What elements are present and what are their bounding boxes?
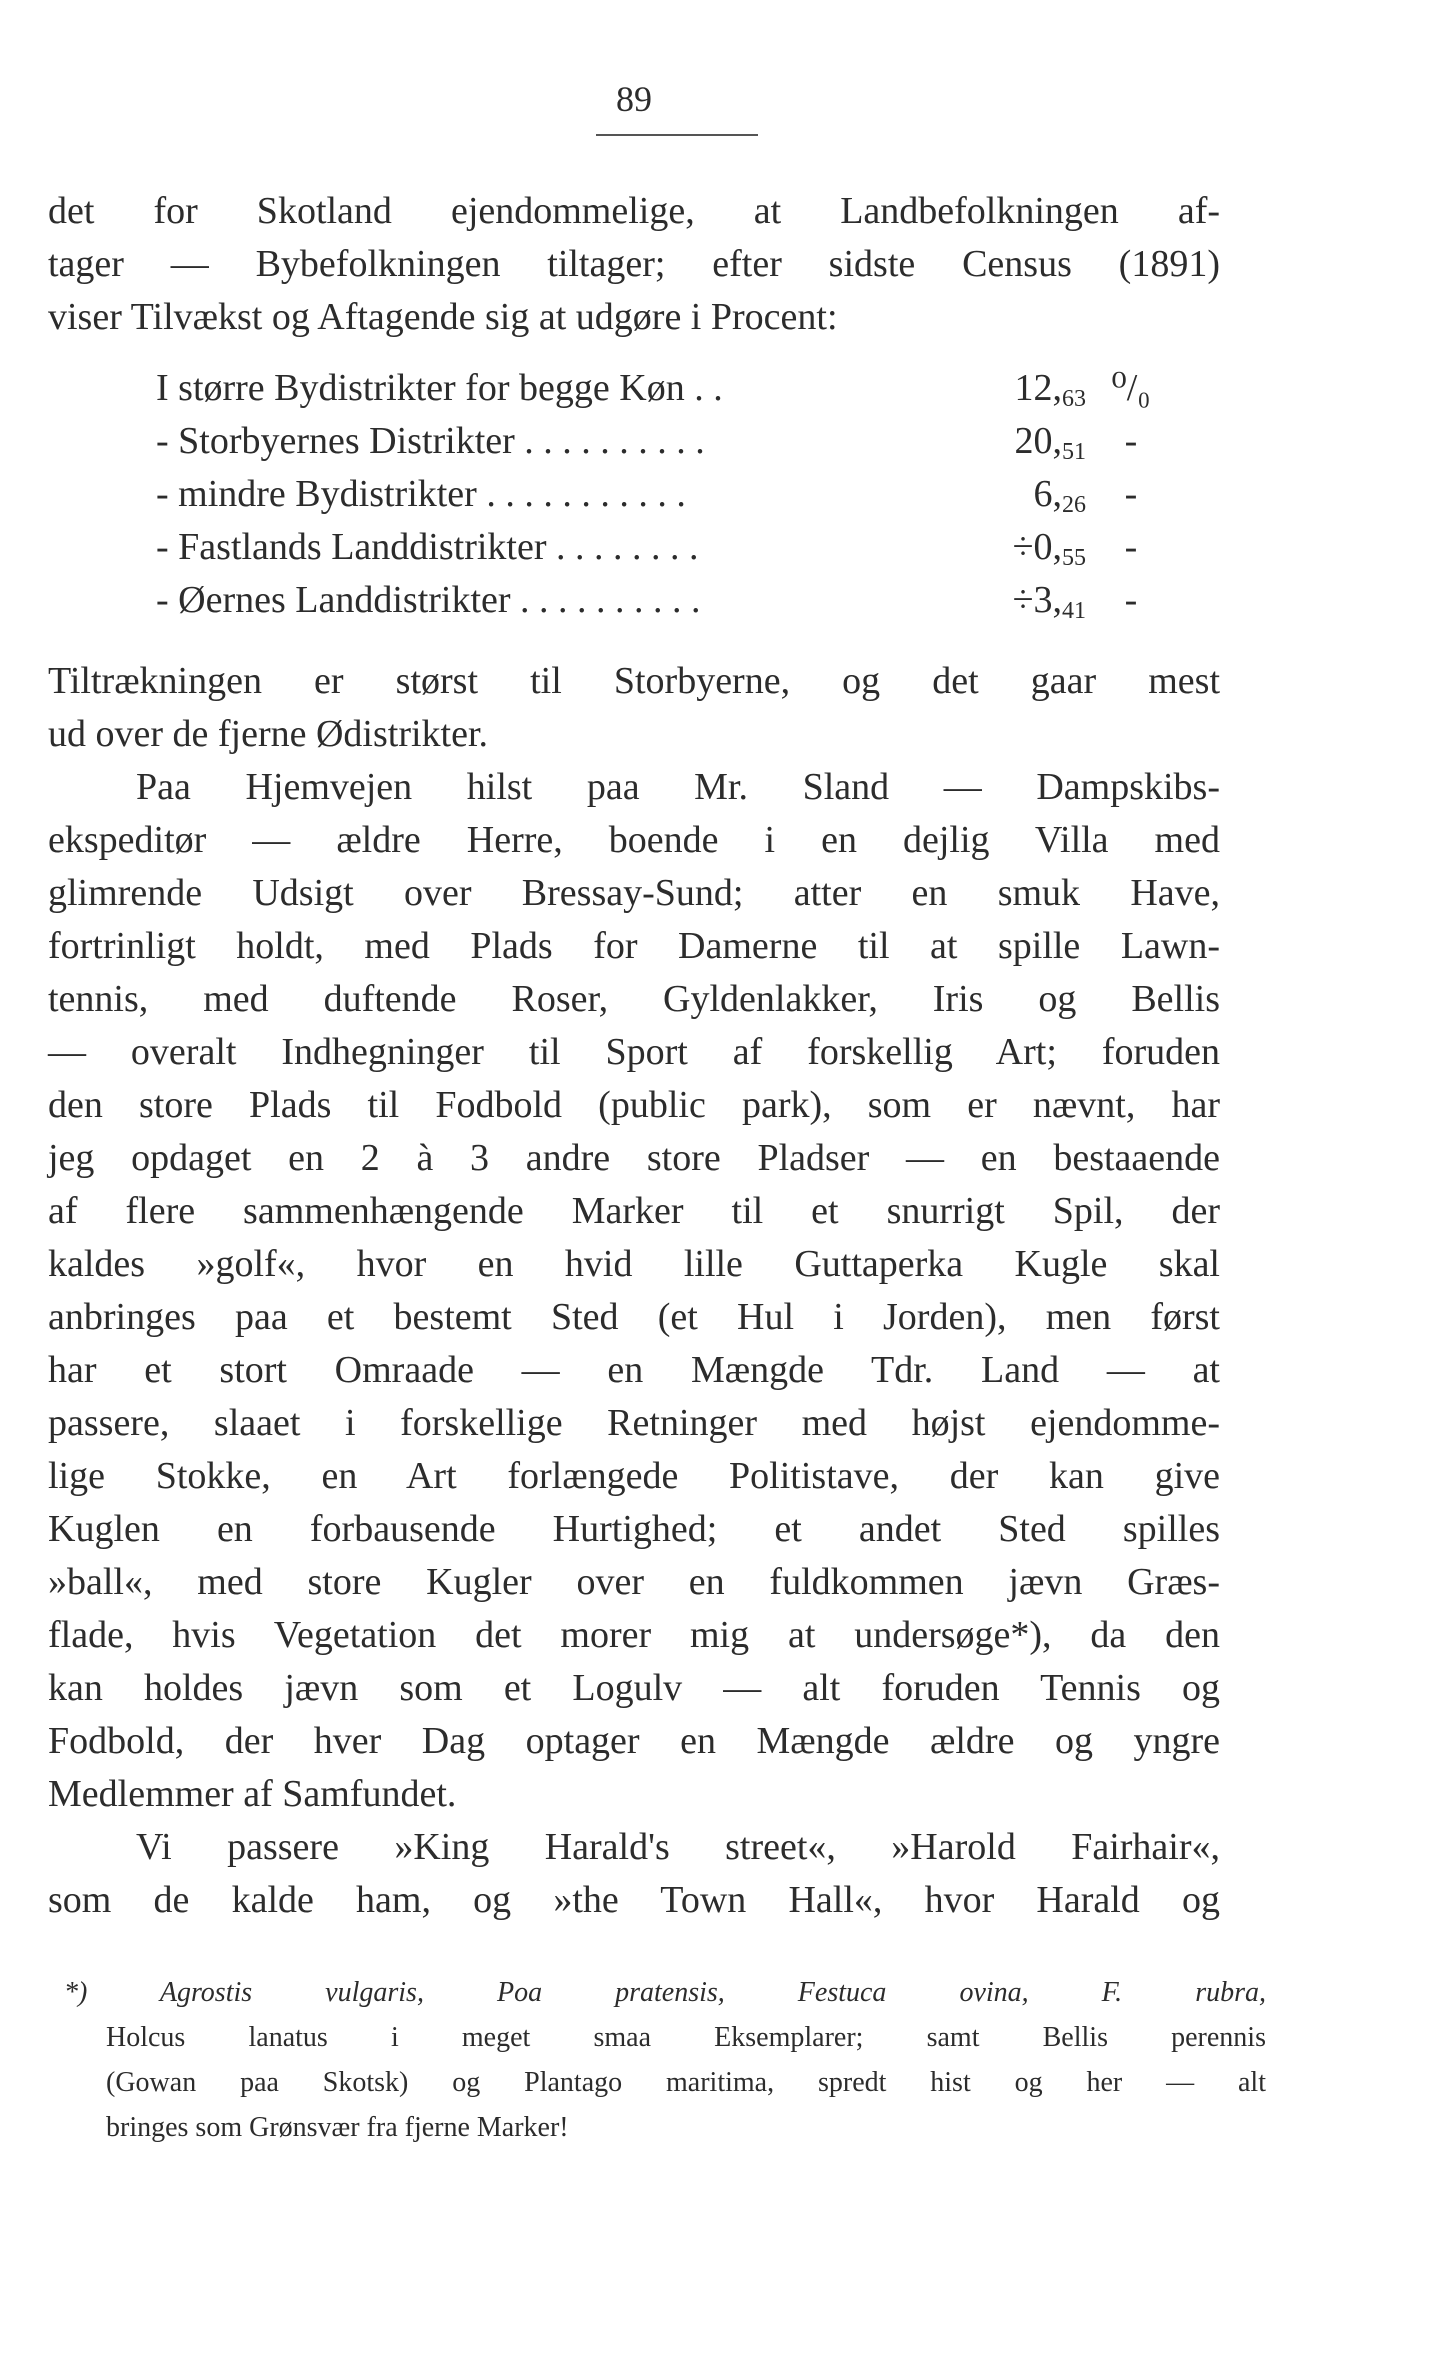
census-row — [156, 521, 1156, 574]
text-line: det for Skotland ejendommelige, at Landbefolkningen af- — [48, 190, 1220, 232]
text-line: Tiltrækningen er størst til Storbyerne, og det gaar mest — [48, 660, 1220, 702]
paragraph-attraction — [48, 655, 1220, 761]
text-line: Fodbold, der hver Dag optager en Mængde ældre og yngre — [48, 1720, 1220, 1762]
text-line: kan holdes jævn som et Logulv — alt foruden Tennis og — [48, 1667, 1220, 1709]
paragraph-intro — [48, 185, 1220, 344]
text-line: ekspeditør — ældre Herre, boende i en dejlig Villa med — [48, 819, 1220, 861]
text-line: kaldes »golf«, hvor en hvid lille Guttaperka Kugle skal — [48, 1243, 1220, 1285]
census-label: - Fastlands Landdistrikter . . . . . . . . — [156, 526, 699, 568]
text-line: lige Stokke, en Art forlængede Politistave, der kan give — [48, 1455, 1220, 1497]
census-table — [156, 362, 1156, 627]
census-unit: ⁰/₀ — [1111, 367, 1151, 409]
footnote-line: Holcus lanatus i meget smaa Eksemplarer; samt Bellis perennis — [106, 2022, 1266, 2053]
text-line: Vi passere »King Harald's street«, »Harold Fairhair«, — [136, 1826, 1220, 1868]
footnote-line: (Gowan paa Skotsk) og Plantago maritima, spredt hist og her — alt — [106, 2067, 1266, 2098]
census-unit: - — [1124, 579, 1138, 621]
census-row — [156, 468, 1156, 521]
header-rule — [596, 134, 758, 136]
text-line: tennis, med duftende Roser, Gyldenlakker, Iris og Bellis — [48, 978, 1220, 1020]
census-value: $6,_{26}$ — [1033, 473, 1086, 518]
text-line: glimrende Udsigt over Bressay-Sund; atter en smuk Have, — [48, 872, 1220, 914]
census-label: - mindre Bydistrikter . . . . . . . . . . . — [156, 473, 686, 515]
text-line: — overalt Indhegninger til Sport af forskellig Art; foruden — [48, 1031, 1220, 1073]
census-value: $\div 3,_{41}$ — [1012, 579, 1086, 624]
footnote-line: *) Agrostis vulgaris, Poa pratensis, Festuca ovina, F. rubra, — [64, 1977, 1266, 2008]
text-line: jeg opdaget en 2 à 3 andre store Pladser — en bestaaende — [48, 1137, 1220, 1179]
census-label: - Storbyernes Distrikter . . . . . . . . . . — [156, 420, 705, 462]
paragraph-homeward — [48, 761, 1220, 1821]
text-line: anbringes paa et bestemt Sted (et Hul i Jorden), men først — [48, 1296, 1220, 1338]
text-line: flade, hvis Vegetation det morer mig at undersøge*), da den — [48, 1614, 1220, 1656]
text-line: Medlemmer af Samfundet. — [48, 1773, 457, 1815]
census-row — [156, 574, 1156, 627]
census-row — [156, 362, 1156, 415]
census-label: - Øernes Landdistrikter . . . . . . . . . . — [156, 579, 701, 621]
census-value: $\div 0,_{55}$ — [1012, 526, 1086, 571]
text-line: ud over de fjerne Ødistrikter. — [48, 713, 489, 755]
footnote — [64, 1970, 1266, 2150]
text-line: passere, slaaet i forskellige Retninger med højst ejendomme- — [48, 1402, 1220, 1444]
text-line: af flere sammenhængende Marker til et snurrigt Spil, der — [48, 1190, 1220, 1232]
census-unit: - — [1124, 526, 1138, 568]
text-line: den store Plads til Fodbold (public park), som er nævnt, har — [48, 1084, 1220, 1126]
text-line: Kuglen en forbausende Hurtighed; et andet Sted spilles — [48, 1508, 1220, 1550]
text-line: tager — Bybefolkningen tiltager; efter sidste Census (1891) — [48, 243, 1220, 285]
text-line: har et stort Omraade — en Mængde Tdr. Land — at — [48, 1349, 1220, 1391]
footnote-line: bringes som Grønsvær fra fjerne Marker! — [106, 2112, 569, 2143]
paragraph-street — [48, 1821, 1220, 1927]
census-value: $12,_{63}$ — [1014, 367, 1086, 412]
page-number: 89 — [616, 79, 652, 119]
census-label: I større Bydistrikter for begge Køn . . — [156, 367, 723, 409]
census-unit: - — [1124, 420, 1138, 462]
text-line: som de kalde ham, og »the Town Hall«, hvor Harald og — [48, 1879, 1220, 1921]
text-line: »ball«, med store Kugler over en fuldkommen jævn Græs- — [48, 1561, 1220, 1603]
census-value: $20,_{51}$ — [1014, 420, 1086, 465]
census-row — [156, 415, 1156, 468]
text-line: fortrinligt holdt, med Plads for Damerne til at spille Lawn- — [48, 925, 1220, 967]
census-unit: - — [1124, 473, 1138, 515]
text-line: viser Tilvækst og Aftagende sig at udgøre i Procent: — [48, 296, 838, 338]
text-line: Paa Hjemvejen hilst paa Mr. Sland — Dampskibs- — [136, 766, 1220, 808]
